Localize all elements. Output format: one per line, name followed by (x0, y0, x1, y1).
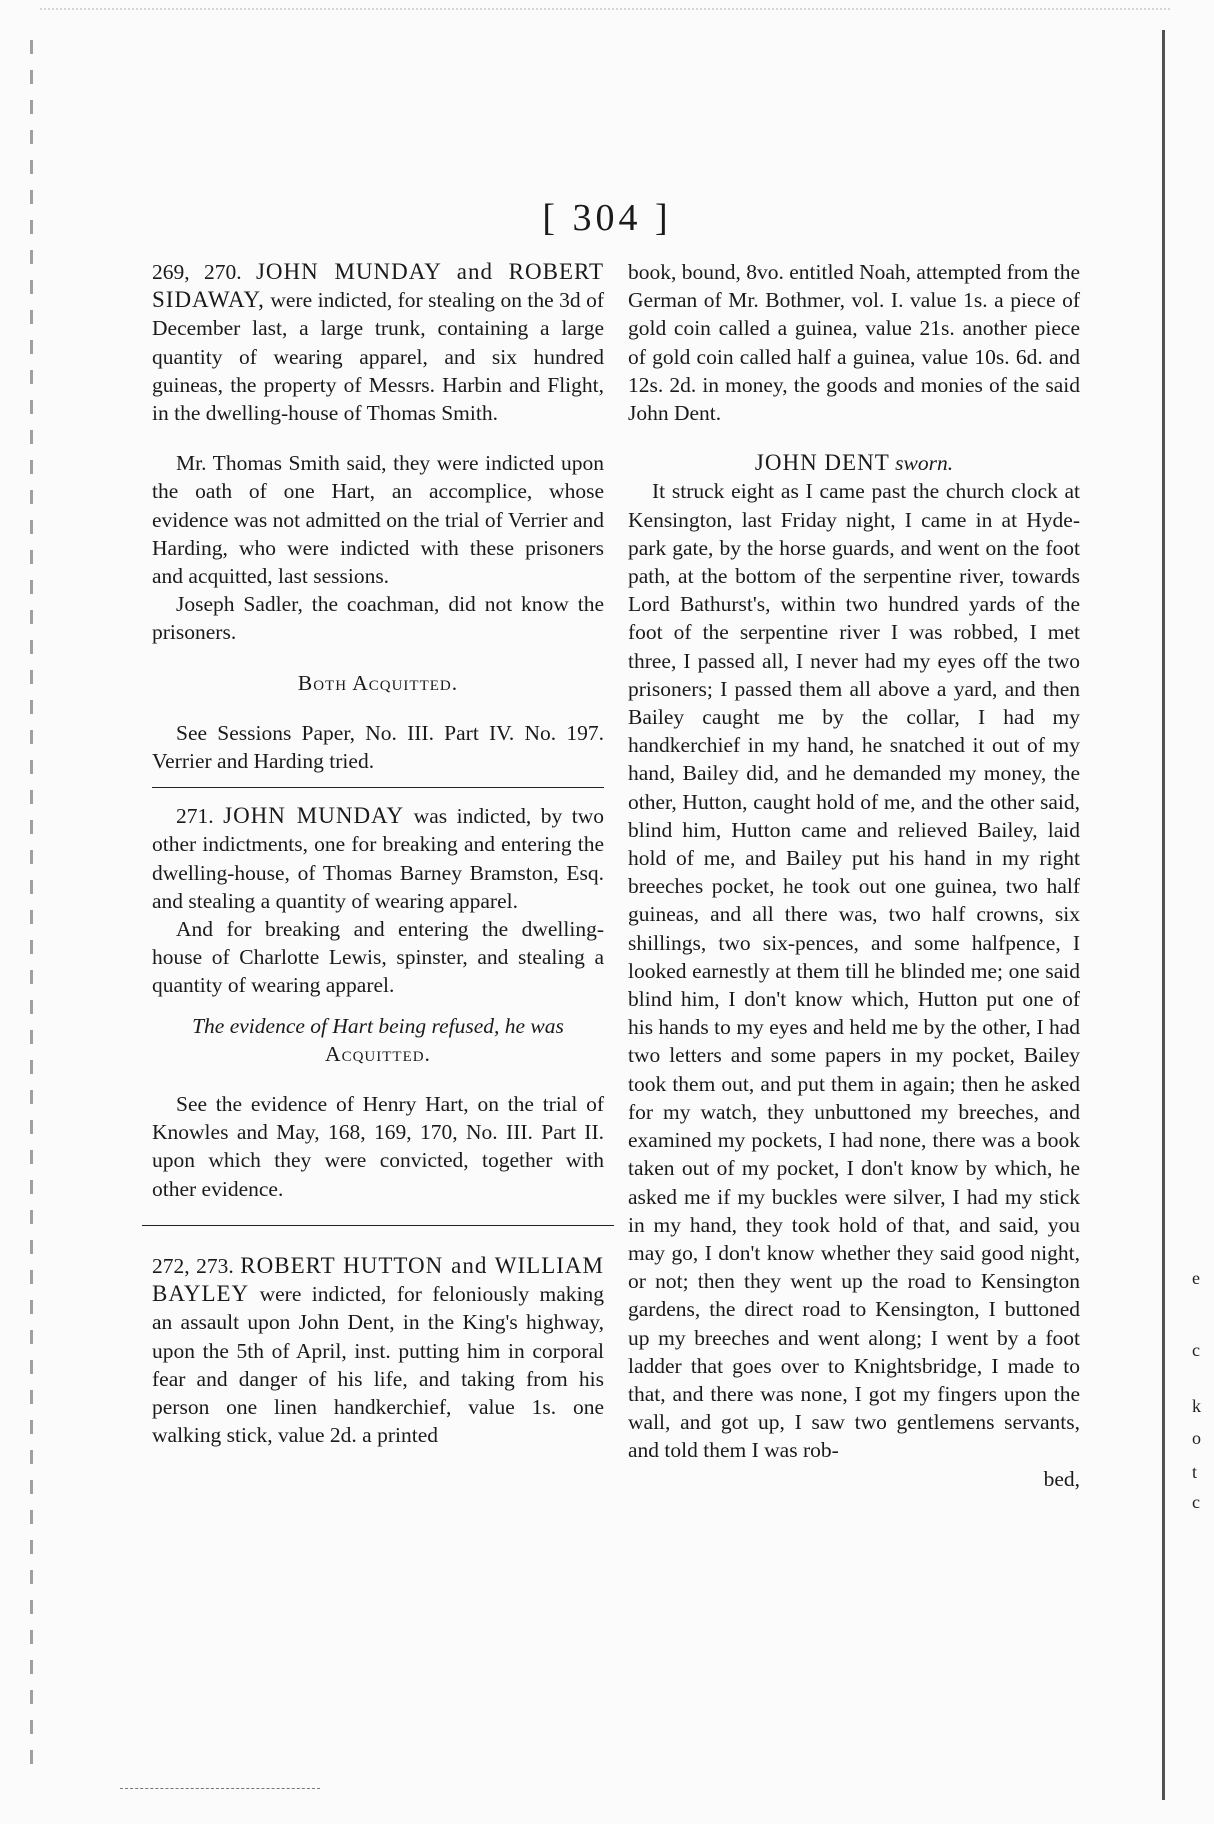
case-number: 271. (176, 804, 214, 829)
witness-statement: Joseph Sadler, the coachman, did not know the prisoners. (152, 592, 604, 645)
case-272-273 (152, 1252, 604, 1449)
defendant-names: ROBERT HUTTON and WILLIAM BAYLEY (152, 1252, 604, 1307)
page-edge-right (1162, 30, 1165, 1800)
case-271 (152, 802, 604, 915)
verdict-intro-text: The evidence of Hart being refused, he was (192, 1013, 564, 1038)
case-text: were indicted, for stealing on the 3d of December last, a large trunk, containing a large quantity of wearing apparel, and six hundred guineas, the property of Messrs. Harbin and Flight, in the dwelling-house of Thomas Smith. (152, 288, 604, 426)
reference-note: See the evidence of Henry Hart, on the trial of Knowles and May, 168, 169, 170, No. III. Part II. upon which they were convicted, together with other evidence. (152, 1092, 604, 1201)
case-text: were indicted, for feloniously making an assault upon John Dent, in the King's highway, upon the 5th of April, inst. putting him in corporal fear and danger of his life, and taking from his person one linen handkerchief, value 1s. one walking stick, value 2d. a printed (152, 1282, 605, 1448)
reference-note: See Sessions Paper, No. III. Part IV. No. 197. Verrier and Harding tried. (152, 720, 604, 774)
page-number: [ 304 ] (542, 197, 672, 239)
left-column (152, 258, 604, 1449)
defendant-name: JOHN MUNDAY (223, 803, 405, 829)
case-269-270 (152, 258, 604, 427)
case-text: was indicted, by two other indictments, one for breaking and entering the dwelling-house, of Thomas Barney Bramston, Esq. and stealing a quantity of wearing apparel. (152, 804, 604, 913)
witness-name: JOHN DENT (754, 450, 890, 476)
page-edge-left (30, 40, 33, 1780)
scan-noise-bottom (120, 1788, 320, 1789)
witness-testimony: It struck eight as I came past the church clock at Kensington, last Friday night, I came in at Hyde-park gate, by the horse guards, and went on the foot path, at the bottom of the serpentine river, towards Lord Bathurst's, within two hundred yards of the foot of the serpentine river I was robbed, I met three, I passed all, I never had my eyes off the two prisoners; I passed them all above a yard, and then Bailey caught me by the collar, I had my handkerchief in my hand, he snatched it out of my hand, Bailey did, and he demanded my money, the other, Hutton, caught hold of me, and the other said, blind him, Hutton came and relieved Bailey, laid hold of me, and Bailey put his hand in my right breeches pocket, he took out one guinea, two half guineas, and all there was, two half crowns, six shillings, two six-pences, and some halfpence, I looked earnestly at them till he blinded me; one said blind him, I don't know which, Hutton put one of his hands to my eyes and held me by the other, I had two letters and some papers in my pocket, Bailey took them out, and put them in again; then he asked for my watch, they unbuttoned my breeches, and examined my pockets, I had none, there was a book taken out of my pocket, I don't know by which, he asked me if my buckles were silver, I had my stick in my hand, they took hold of that, and said, you may go, I don't know whether they said good night, or not; then they went up the road to Kensington gardens, the direct road to Kensington, I buttoned up my breeches and went along; I went by a foot ladder that goes over to Knightsbridge, I made to that, and there was none, I got my fingers upon the wall, and got up, I saw two gentlemens servants, and told them I was rob- (628, 479, 1080, 1463)
case-text-continued: And for breaking and entering the dwelling-house of Charlotte Lewis, spinster, and stealing a quantity of wearing apparel. (152, 917, 604, 998)
scan-noise-top (40, 8, 1170, 32)
verdict: Acquitted. (325, 1041, 431, 1066)
margin-mark: c (1192, 1492, 1200, 1512)
case-number: 272, 273. (152, 1253, 234, 1278)
margin-mark: e (1192, 1268, 1200, 1288)
margin-mark: c (1192, 1340, 1200, 1360)
section-divider (152, 787, 604, 788)
margin-mark: o (1192, 1428, 1201, 1448)
catchword: bed, (1043, 1466, 1080, 1491)
witness-statement: Mr. Thomas Smith said, they were indicted upon the oath of one Hart, an accomplice, whose evidence was not admitted on the trial of Verrier and Harding, who were indicted with these prisoners and acquitted, last sessions. (152, 451, 604, 589)
right-column (628, 258, 1080, 1493)
defendant-names: JOHN MUNDAY and ROBERT SIDAWAY, (152, 259, 605, 313)
margin-mark: t (1192, 1462, 1198, 1482)
witness-heading (628, 449, 1080, 477)
verdict-intro (152, 1012, 604, 1040)
margin-mark: k (1192, 1396, 1201, 1416)
case-continuation: book, bound, 8vo. entitled Noah, attempted from the German of Mr. Bothmer, vol. I. value 1s. a piece of gold coin called a guinea, value 21s. another piece of gold coin called half a guinea, value 10s. 6d. and 12s. 2d. in money, the goods and monies of the said John Dent. (628, 260, 1081, 426)
verdict: Both Acquitted. (297, 670, 459, 695)
witness-sworn: sworn. (895, 451, 954, 476)
section-divider (142, 1225, 614, 1226)
case-number: 269, 270. (152, 260, 242, 284)
